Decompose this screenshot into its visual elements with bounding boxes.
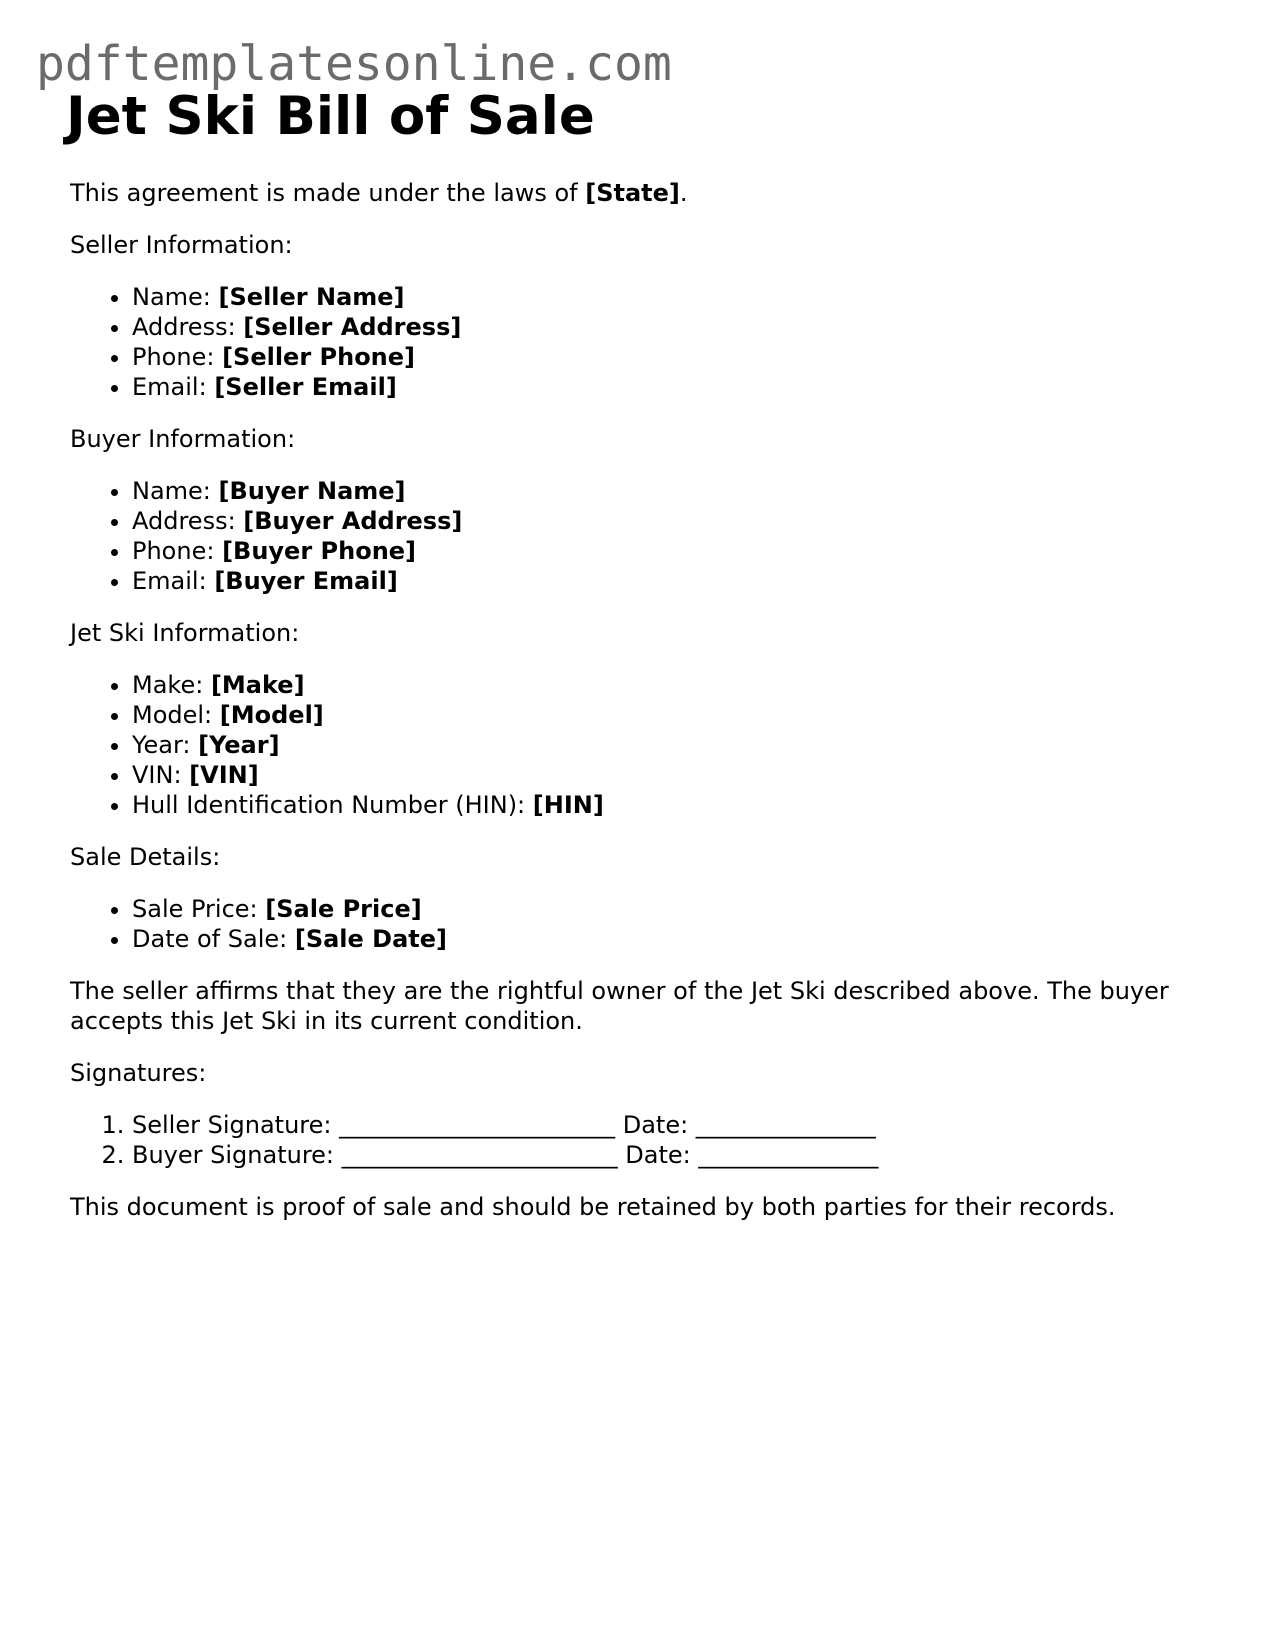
closing-paragraph: This document is proof of sale and should be retained by both parties for their records. xyxy=(70,1193,1116,1221)
item-label: Address: xyxy=(132,507,244,535)
signatures-heading: Signatures: xyxy=(70,1059,207,1087)
item-label: Year: xyxy=(132,731,199,759)
seller-heading: Seller Information: xyxy=(70,231,293,259)
item-value: [Sale Date] xyxy=(294,925,447,953)
sale-price-item xyxy=(132,894,1210,924)
jetski-make-item xyxy=(132,670,1210,700)
intro-paragraph xyxy=(70,178,1210,208)
intro-end: . xyxy=(679,179,688,207)
item-label: Phone: xyxy=(132,343,223,371)
jetski-hin-item xyxy=(132,790,1210,820)
item-label: Make: xyxy=(132,671,211,699)
item-label: Name: xyxy=(132,477,219,505)
seller-email-item xyxy=(132,372,1210,402)
seller-phone-item xyxy=(132,342,1210,372)
item-value: [Buyer Name] xyxy=(218,477,406,505)
seller-list xyxy=(70,282,1210,402)
document-body xyxy=(70,178,1210,1244)
item-label: Name: xyxy=(132,283,219,311)
item-label: VIN: xyxy=(132,761,190,789)
item-value: [Year] xyxy=(198,731,280,759)
item-value: [VIN] xyxy=(189,761,259,789)
item-label: Phone: xyxy=(132,537,223,565)
item-label: Hull Identification Number (HIN): xyxy=(132,791,533,819)
seller-signature-line: 1. Seller Signature: _______________________ Date: _______________ xyxy=(132,1110,1210,1140)
jetski-year-item xyxy=(132,730,1210,760)
buyer-name-item xyxy=(132,476,1210,506)
buyer-list xyxy=(70,476,1210,596)
buyer-email-item xyxy=(132,566,1210,596)
item-value: [Buyer Phone] xyxy=(222,537,417,565)
sale-list xyxy=(70,894,1210,954)
buyer-signature-line: 2. Buyer Signature: _______________________ Date: _______________ xyxy=(132,1140,1210,1170)
intro-text: This agreement is made under the laws of xyxy=(70,179,586,207)
item-label: Model: xyxy=(132,701,220,729)
signatures-list xyxy=(70,1110,1210,1170)
item-label: Address: xyxy=(132,313,244,341)
item-value: [Buyer Email] xyxy=(214,567,398,595)
jetski-model-item xyxy=(132,700,1210,730)
item-value: [Buyer Address] xyxy=(243,507,463,535)
buyer-heading: Buyer Information: xyxy=(70,425,296,453)
item-value: [Seller Phone] xyxy=(222,343,416,371)
jetski-heading: Jet Ski Information: xyxy=(70,619,300,647)
affirmation-paragraph: The seller affirms that they are the rightful owner of the Jet Ski described above. The buyer accepts this Jet Ski in its current condition. xyxy=(70,977,1169,1035)
buyer-address-item xyxy=(132,506,1210,536)
item-value: [Make] xyxy=(210,671,305,699)
item-label: Sale Price: xyxy=(132,895,266,923)
item-value: [Sale Price] xyxy=(265,895,422,923)
item-value: [Seller Address] xyxy=(243,313,462,341)
seller-address-item xyxy=(132,312,1210,342)
jetski-list xyxy=(70,670,1210,820)
item-label: Email: xyxy=(132,373,215,401)
document-title: Jet Ski Bill of Sale xyxy=(66,86,595,147)
state-placeholder: [State] xyxy=(585,179,680,207)
item-value: [HIN] xyxy=(532,791,604,819)
item-value: [Model] xyxy=(219,701,324,729)
sale-date-item xyxy=(132,924,1210,954)
item-value: [Seller Email] xyxy=(214,373,397,401)
watermark: pdftemplatesonline.com xyxy=(36,36,672,92)
item-label: Email: xyxy=(132,567,215,595)
item-value: [Seller Name] xyxy=(218,283,405,311)
jetski-vin-item xyxy=(132,760,1210,790)
seller-name-item xyxy=(132,282,1210,312)
buyer-phone-item xyxy=(132,536,1210,566)
sale-heading: Sale Details: xyxy=(70,843,221,871)
item-label: Date of Sale: xyxy=(132,925,295,953)
